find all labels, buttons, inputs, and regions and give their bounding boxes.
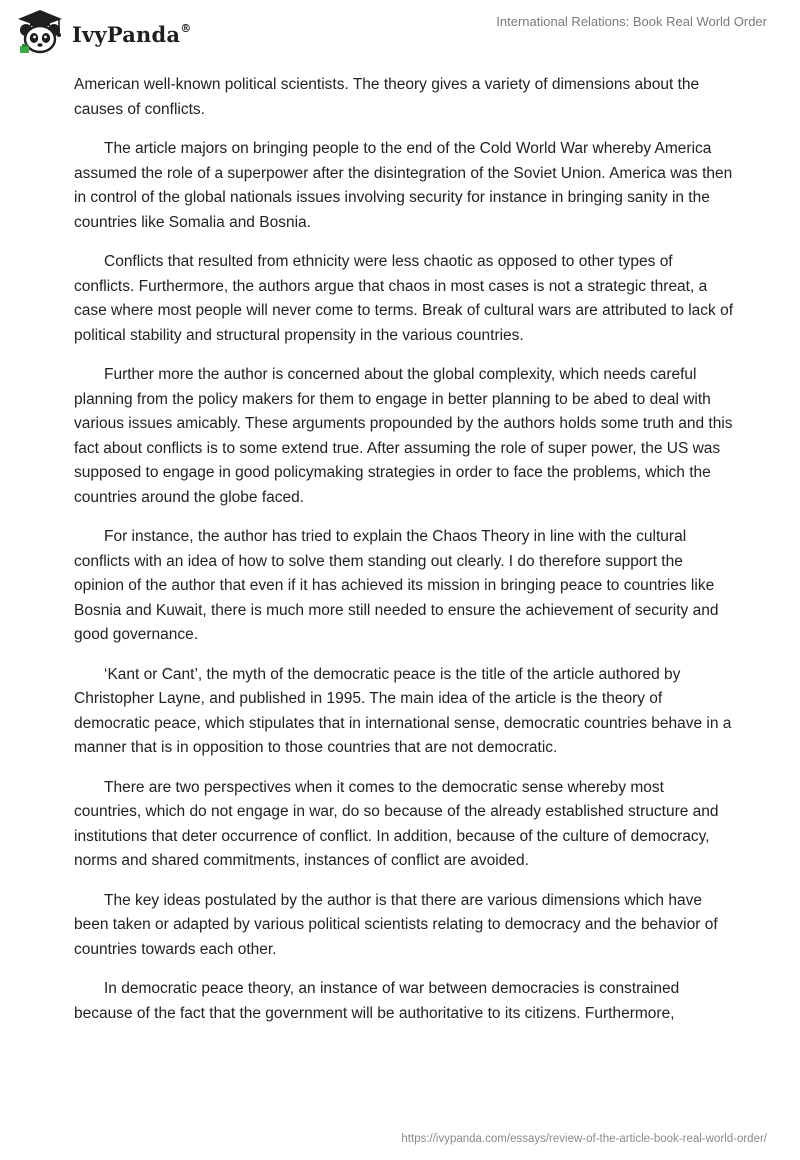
- paragraph: ‘Kant or Cant’, the myth of the democratic peace is the title of the article authored by Christopher Layne, and published in 1995. The main idea of the article is the theory of democratic peace, which stipulates that in international sense, democratic countries behave in a manner that is in opposition to those countries that are not democratic.: [74, 665, 732, 756]
- paragraph: The key ideas postulated by the author is that there are various dimensions which have been taken or adapted by various political scientists relating to democracy and the behavior of countries towards each other.: [74, 891, 718, 958]
- paragraph: Further more the author is concerned about the global complexity, which needs careful planning from the policy makers for them to engage in better planning to be abed to deal with various issues amicably. These arguments propounded by the authors holds some truth and this fact about conflicts is to some extend true. After assuming the role of super power, the US was supposed to engage in good policymaking strategies in order to face the problems, which the countries around the globe faced.: [74, 366, 733, 506]
- page-header: [0, 0, 800, 64]
- paragraph: The article majors on bringing people to the end of the Cold World War whereby America assumed the role of a superpower after the disintegration of the Soviet Union. America was then in control of the global nationals issues involving security for instance in bringing sanity in the countries like Somalia and Bosnia.: [74, 140, 733, 231]
- document-title: International Relations: Book Real World Order: [496, 14, 767, 29]
- essay-body: [74, 73, 734, 1041]
- panda-graduate-icon: [14, 8, 66, 56]
- paragraph: For instance, the author has tried to explain the Chaos Theory in line with the cultural conflicts with an idea of how to solve them standing out clearly. I do therefore support the opinion of the author that even if it has achieved its mission in bringing peace to countries like Bosnia and Kuwait, there is much more still needed to ensure the achievement of security and good governance.: [74, 528, 719, 643]
- source-url-link[interactable]: https://ivypanda.com/essays/review-of-the-article-book-real-world-order/: [401, 1133, 767, 1145]
- paragraph: There are two perspectives when it comes to the democratic sense whereby most countries, which do not engage in war, do so because of the already established structure and institutions that deter occurrence of conflict. In addition, because of the culture of democracy, norms and shared commitments, instances of conflict are avoided.: [74, 778, 719, 869]
- paragraph: American well-known political scientists. The theory gives a variety of dimensions about the causes of conflicts.: [74, 76, 700, 118]
- ivypanda-logo[interactable]: [14, 8, 191, 56]
- brand-name: IvyPanda®: [72, 21, 192, 47]
- paragraph: Conflicts that resulted from ethnicity were less chaotic as opposed to other types of conflicts. Furthermore, the authors argue that chaos in most cases is not a strategic threat, a case where most people will never come to terms. Break of cultural wars are attributed to lack of political stability and structural propensity in the various countries.: [74, 253, 734, 344]
- paragraph: In democratic peace theory, an instance of war between democracies is constrained because of the fact that the government will be authoritative to its citizens. Furthermore,: [74, 980, 680, 1022]
